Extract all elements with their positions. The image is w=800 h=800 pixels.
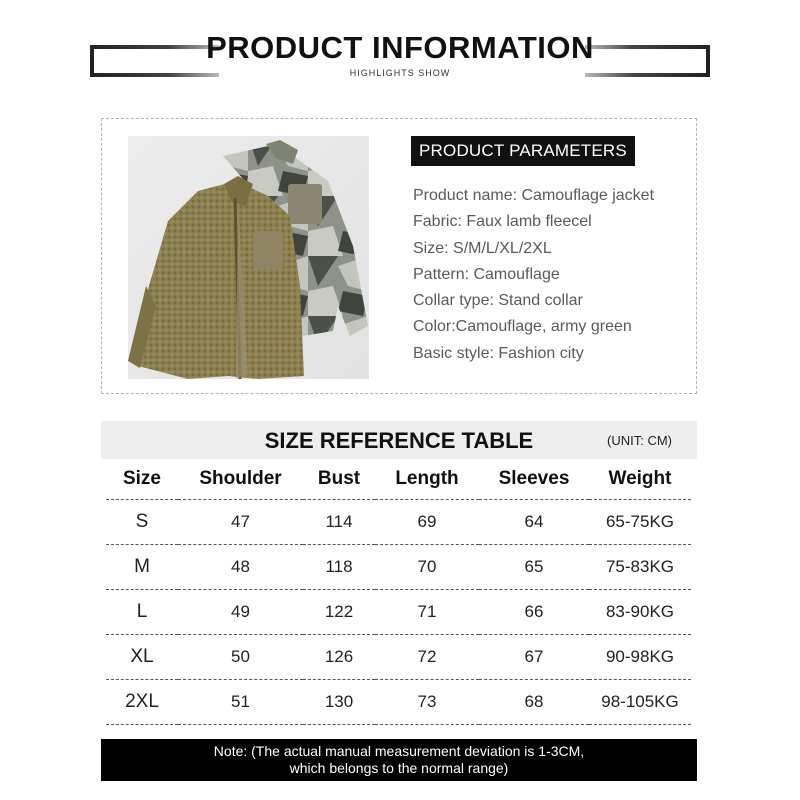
jackets-illustration (128, 136, 369, 379)
table-cell: S (106, 500, 178, 545)
param-basic-style: Basic style: Fashion city (413, 344, 584, 362)
table-cell: 64 (479, 500, 589, 545)
table-row (106, 545, 691, 590)
product-photo (128, 136, 369, 379)
page-title: PRODUCT INFORMATION (206, 30, 594, 65)
column-header-sleeves: Sleeves (479, 459, 589, 500)
table-cell: 48 (178, 545, 303, 590)
table-row (106, 635, 691, 680)
column-header-size: Size (106, 459, 178, 500)
table-cell: 67 (479, 635, 589, 680)
note-line-1: Note: (The actual manual measurement deviation is 1-3CM, (213, 743, 585, 759)
table-cell: 114 (303, 500, 375, 545)
table-cell: 83-90KG (589, 590, 691, 635)
product-parameters-label: PRODUCT PARAMETERS (411, 136, 635, 166)
table-cell: 73 (375, 680, 479, 725)
table-cell: 69 (375, 500, 479, 545)
product-info-box (101, 118, 697, 394)
table-cell: 130 (303, 680, 375, 725)
table-row (106, 680, 691, 725)
table-cell: 2XL (106, 680, 178, 725)
note-line-2: which belongs to the normal range) (289, 760, 509, 776)
table-cell: 47 (178, 500, 303, 545)
size-table-unit: (UNIT: CM) (607, 433, 672, 448)
table-cell: XL (106, 635, 178, 680)
table-cell: 90-98KG (589, 635, 691, 680)
table-cell: 65-75KG (589, 500, 691, 545)
column-header-bust: Bust (303, 459, 375, 500)
param-pattern: Pattern: Camouflage (413, 265, 560, 283)
table-row (106, 590, 691, 635)
product-parameter-list (413, 183, 654, 367)
param-product-name: Product name: Camouflage jacket (413, 187, 655, 204)
param-size: Size: S/M/L/XL/2XL (413, 239, 552, 257)
measurement-note (101, 739, 697, 781)
table-cell: 126 (303, 635, 375, 680)
table-cell: 50 (178, 635, 303, 680)
table-cell: 98-105KG (589, 680, 691, 725)
table-cell: 66 (479, 590, 589, 635)
size-table-title: SIZE REFERENCE TABLE (264, 428, 534, 453)
page-subtitle: HIGHLIGHTS SHOW (349, 68, 451, 78)
size-table-header (101, 421, 697, 459)
table-cell: L (106, 590, 178, 635)
table-cell: 72 (375, 635, 479, 680)
table-cell: 71 (375, 590, 479, 635)
header (0, 0, 800, 110)
param-fabric: Fabric: Faux lamb fleecel (413, 213, 592, 231)
column-header-shoulder: Shoulder (178, 459, 303, 500)
table-cell: M (106, 545, 178, 590)
table-cell: 75-83KG (589, 545, 691, 590)
table-cell: 118 (303, 545, 375, 590)
param-color: Color:Camouflage, army green (413, 318, 632, 336)
column-header-length: Length (375, 459, 479, 500)
size-reference-table (106, 459, 691, 725)
table-header-row (106, 459, 691, 500)
table-cell: 49 (178, 590, 303, 635)
table-cell: 68 (479, 680, 589, 725)
table-cell: 122 (303, 590, 375, 635)
table-cell: 70 (375, 545, 479, 590)
table-cell: 65 (479, 545, 589, 590)
table-cell: 51 (178, 680, 303, 725)
column-header-weight: Weight (589, 459, 691, 500)
param-collar-type: Collar type: Stand collar (413, 292, 583, 310)
table-row (106, 500, 691, 545)
